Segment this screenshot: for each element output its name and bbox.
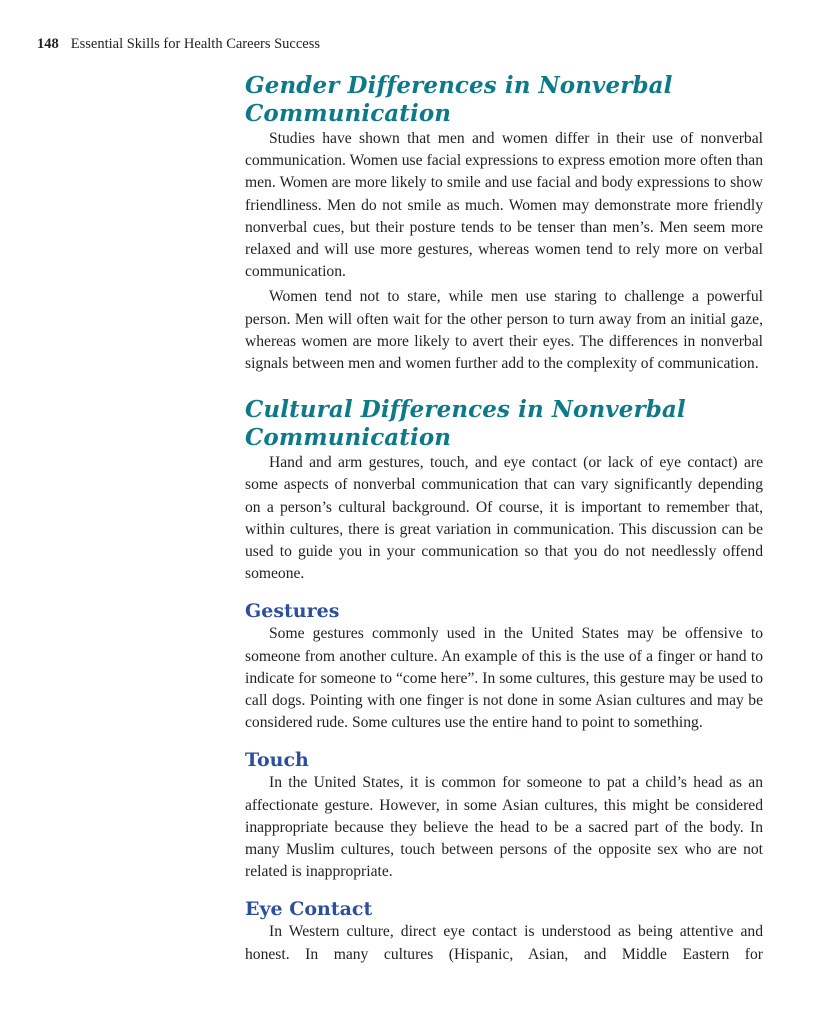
- section-heading-cultural-line2: Communication: [245, 424, 452, 452]
- section-heading-gender: [245, 72, 763, 128]
- section-heading-gender-line2: Communication: [245, 100, 452, 127]
- gestures-paragraph: Some gestures commonly used in the United States may be offensive to someone from another culture. An example of this is the use of a finger or hand to indicate for someone to “come here”. In some cultures, this gesture may be used to call dogs. Pointing with one finger is not done in some Asian cultures and may be considered rude. Some cultures use the entire hand to point to something.: [245, 625, 763, 732]
- page-number: 148: [37, 36, 59, 52]
- subheading-touch: Touch: [245, 749, 309, 772]
- book-title: Essential Skills for Health Careers Success: [70, 36, 321, 52]
- section-heading-cultural: [245, 396, 763, 452]
- touch-paragraph: In the United States, it is common for someone to pat a child’s head as an affectionate gesture. However, in some Asian cultures, this might be considered inappropriate because they believe the head to be a sacred part of the body. In many Muslim cultures, touch between persons of the opposite sex who are not related is inappropriate.: [245, 774, 763, 881]
- cultural-paragraph: Hand and arm gestures, touch, and eye contact (or lack of eye contact) are some aspects of nonverbal communication that can vary significantly depending on a person’s cultural background. Of course, it is important to remember that, within cultures, there is great variation in communication. This discussion can be used to guide you in your communication so that you do not needlessly offend someone.: [245, 454, 763, 583]
- running-head: [37, 35, 320, 53]
- section-heading-gender-line1: Gender Differences in Nonverbal: [245, 72, 673, 99]
- gender-paragraph-1: Studies have shown that men and women differ in their use of nonverbal communication. Women use facial expressions to express emotion more often than men. Women are more likely to smile and use facial and body expressions to show friendliness. Men do not smile as much. Women may demonstrate more friendly nonverbal cues, but their posture tends to be tenser than men’s. Men seem more relaxed and will use more gestures, whereas women tend to rely more on verbal communication.: [245, 130, 763, 281]
- subheading-eye-contact: Eye Contact: [245, 898, 373, 921]
- page-content: [245, 72, 763, 966]
- eye-contact-paragraph: In Western culture, direct eye contact is understood as being attentive and honest. In many cultures (Hispanic, Asian, and Middle Eastern for: [245, 923, 763, 963]
- gender-paragraph-2: Women tend not to stare, while men use staring to challenge a powerful person. Men will often wait for the other person to turn away from an initial gaze, whereas women are more likely to avert their eyes. The differences in nonverbal signals between men and women further add to the complexity of communication.: [245, 288, 763, 373]
- subheading-gestures: Gestures: [245, 600, 340, 623]
- section-heading-cultural-line1: Cultural Differences in Nonverbal: [245, 396, 686, 424]
